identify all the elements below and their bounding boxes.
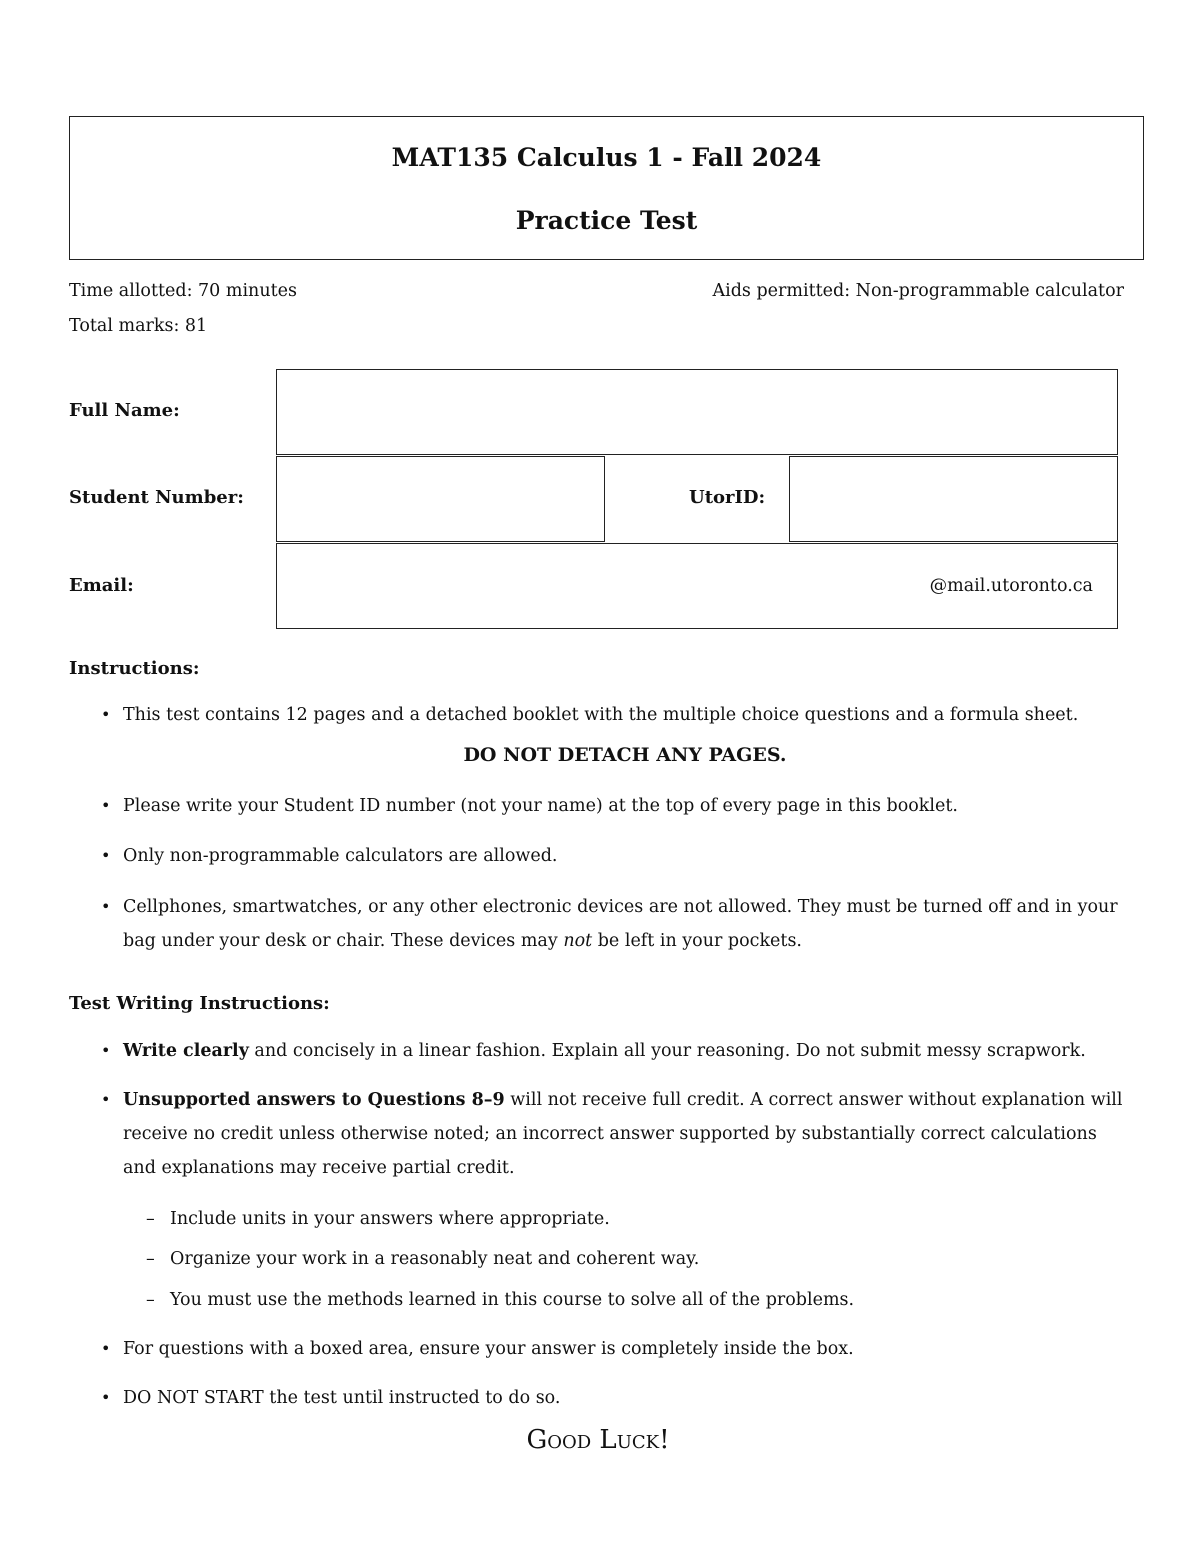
writing-instructions-heading: Test Writing Instructions:: [69, 993, 330, 1014]
emphasis-text: not: [563, 931, 593, 951]
instruction-text: For questions with a boxed area, ensure your answer is completely inside the box.: [123, 1339, 854, 1359]
student-number-field[interactable]: [276, 456, 605, 542]
instruction-text: DO NOT START the test until instructed to do so.: [123, 1388, 561, 1408]
sub-item-organize: – Organize your work in a reasonably neat and coherent way.: [170, 1244, 1120, 1274]
full-name-label: Full Name:: [69, 400, 180, 421]
writing-item-boxed: [123, 1332, 1127, 1366]
full-name-field[interactable]: [276, 369, 1118, 455]
instruction-item-devices: [123, 890, 1127, 958]
time-allotted: Time allotted: 70 minutes: [69, 281, 297, 301]
writing-item-write-clearly: [123, 1034, 1127, 1068]
instruction-text: will not receive full credit. A correct answer without explanation will receive no credit unless otherwise noted; an incorrect answer supported by substantially correct calculations and explanations may receive partial credit.: [123, 1090, 1123, 1178]
test-title: Practice Test: [515, 206, 698, 235]
instruction-item-student-id: [123, 789, 1127, 823]
good-luck-closing: Good Luck!: [526, 1425, 670, 1455]
instruction-text: Cellphones, smartwatches, or any other electronic devices are not allowed. They must be turned off and in your bag under your desk or chair. These devices may: [123, 897, 1118, 951]
sub-item-units: – Include units in your answers where appropriate.: [170, 1204, 1120, 1234]
sub-item-methods: – You must use the methods learned in this course to solve all of the problems.: [170, 1285, 1120, 1315]
instructions-heading: Instructions:: [69, 658, 200, 679]
bold-text: Write clearly: [123, 1041, 249, 1061]
course-title: MAT135 Calculus 1 - Fall 2024: [391, 143, 822, 172]
email-domain-suffix: @mail.utoronto.ca: [929, 576, 1093, 596]
writing-item-unsupported: [123, 1083, 1127, 1185]
utorid-label: UtorID:: [689, 487, 766, 508]
student-number-label: Student Number:: [69, 487, 244, 508]
aids-permitted: Aids permitted: Non-programmable calculator: [712, 281, 1124, 301]
title-box: [69, 116, 1144, 260]
writing-item-do-not-start: [123, 1381, 1127, 1415]
utorid-field[interactable]: [789, 456, 1118, 542]
instruction-text: be left in your pockets.: [592, 931, 802, 951]
total-marks: Total marks: 81: [69, 316, 208, 336]
instruction-text: and concisely in a linear fashion. Explain all your reasoning. Do not submit messy scrapwork.: [248, 1041, 1086, 1061]
instruction-text: This test contains 12 pages and a detached booklet with the multiple choice questions and a formula sheet.: [123, 705, 1079, 725]
instruction-item-pages: [123, 698, 1127, 732]
instruction-text: Please write your Student ID number (not your name) at the top of every page in this booklet.: [123, 796, 958, 816]
instruction-text: Only non-programmable calculators are allowed.: [123, 846, 558, 866]
instruction-item-calculators: [123, 839, 1127, 873]
email-field[interactable]: [276, 543, 1118, 629]
email-label: Email:: [69, 575, 134, 596]
bold-text: Unsupported answers to Questions 8–9: [123, 1090, 505, 1110]
do-not-detach-notice: DO NOT DETACH ANY PAGES.: [463, 744, 787, 766]
